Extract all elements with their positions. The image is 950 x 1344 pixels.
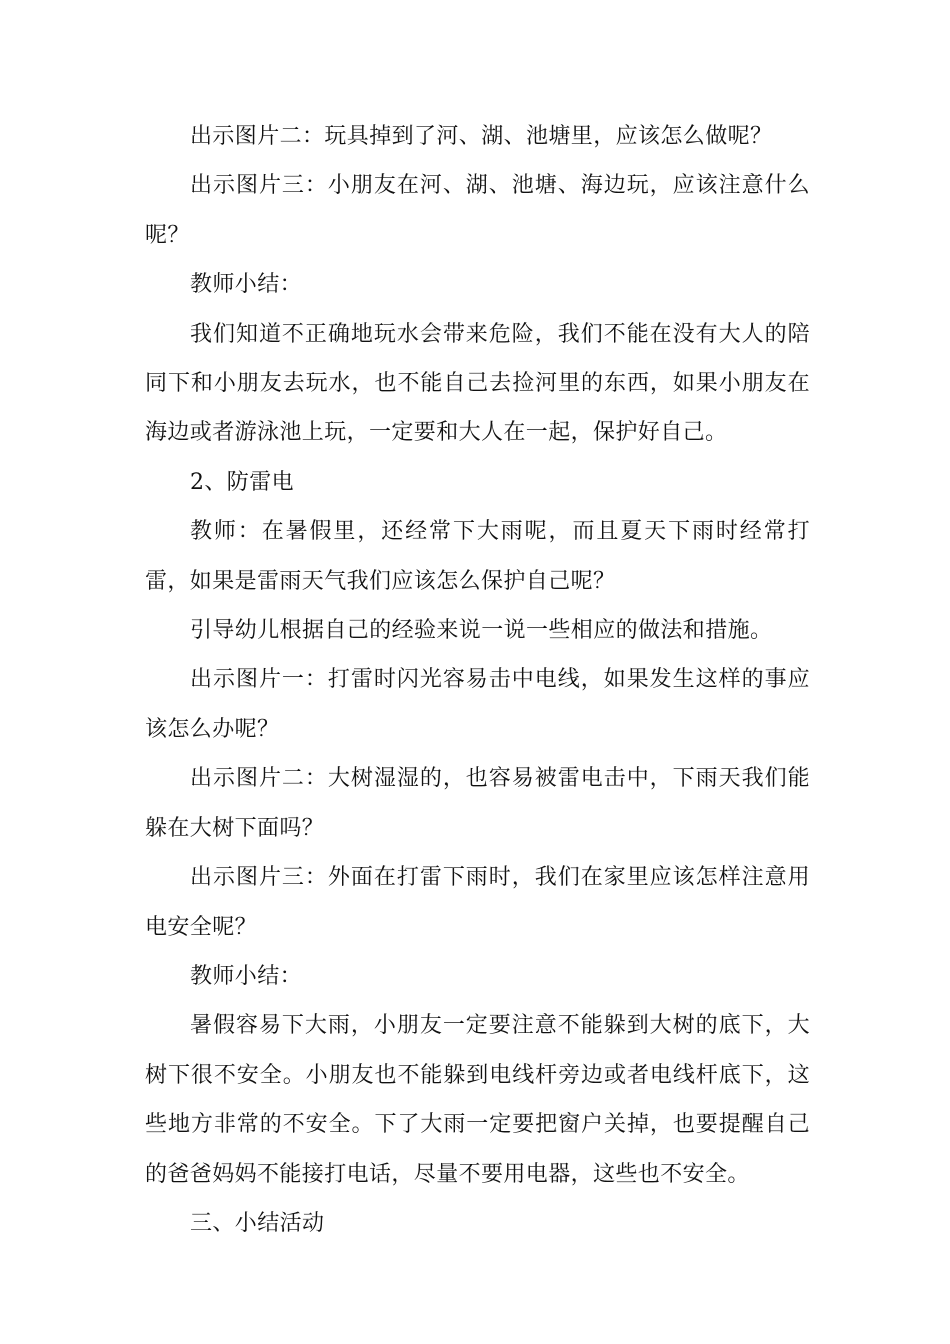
paragraph-teacher-summary-label: 教师小结：: [190, 272, 303, 298]
paragraph-water-summary: 我们知道不正确地玩水会带来危险，我们不能在没有大人的陪同下和小朋友去玩水，也不能自己去捡河里的东西，如果小朋友在海边或者游泳池上玩，一定要和大人在一起，保护好自己。: [145, 321, 810, 446]
paragraph-picture-two-water: 出示图片二：玩具掉到了河、湖、池塘里，应该怎么做呢？: [190, 124, 773, 149]
section-heading-summary-activity: 三、小结活动: [190, 1210, 325, 1236]
paragraph-picture-one-lightning: 出示图片一：打雷时闪光容易击中电线，如果发生这样的事应该怎么办呢？: [145, 667, 810, 742]
document-body: [145, 112, 810, 1248]
paragraph-guide-children: 引导幼儿根据自己的经验来说一说一些相应的做法和措施。: [190, 618, 773, 644]
paragraph-picture-three-lightning: 出示图片三：外面在打雷下雨时，我们在家里应该怎样注意用电安全呢？: [145, 865, 810, 940]
paragraph-picture-three-water: 出示图片三：小朋友在河、湖、池塘、海边玩，应该注意什么呢？: [145, 173, 810, 248]
paragraph-teacher-summary-label-2: 教师小结：: [190, 963, 303, 989]
paragraph-lightning-summary: 暑假容易下大雨，小朋友一定要注意不能躲到大树的底下，大树下很不安全。小朋友也不能躲到电线杆旁边或者电线杆底下，这些地方非常的不安全。下了大雨一定要把窗户关掉，也要提醒自己的爸爸妈妈不能接打电话，尽量不要用电器，这些也不安全。: [145, 1013, 810, 1187]
paragraph-teacher-question: 教师：在暑假里，还经常下大雨呢，而且夏天下雨时经常打雷，如果是雷雨天气我们应该怎么保护自己呢？: [145, 519, 810, 594]
paragraph-picture-two-lightning: 出示图片二：大树湿湿的，也容易被雷电击中，下雨天我们能躲在大树下面吗？: [145, 766, 810, 841]
section-heading-lightning: 2、防雷电: [190, 469, 294, 495]
